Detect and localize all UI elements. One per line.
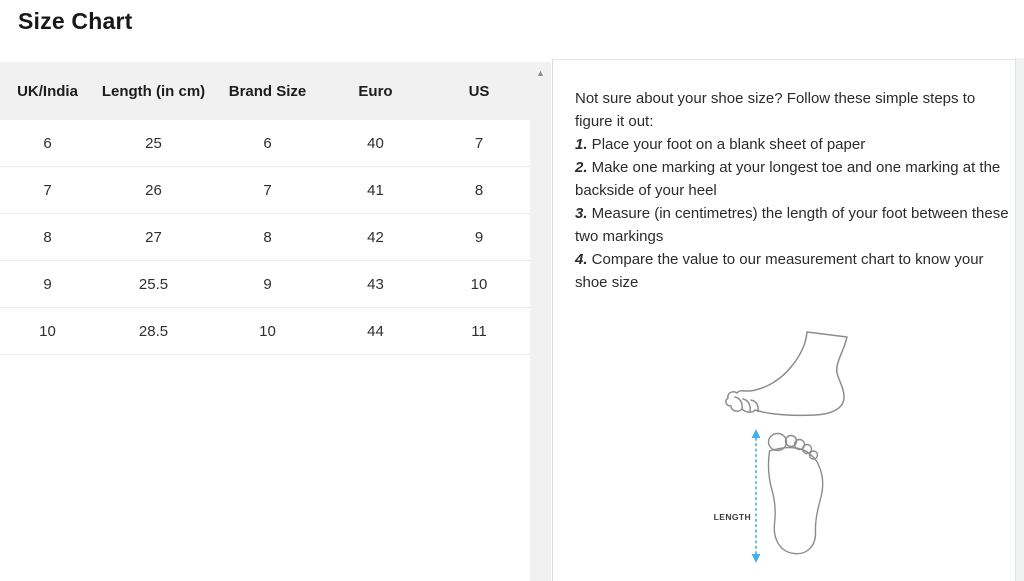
table-cell: 10 bbox=[259, 322, 276, 340]
step-number: 4. bbox=[575, 251, 588, 268]
table-row bbox=[0, 167, 530, 214]
table-cell: 10 bbox=[39, 322, 56, 340]
table-cell: 8 bbox=[263, 228, 272, 246]
table-cell: 25.5 bbox=[138, 275, 169, 293]
table-cell: 10 bbox=[470, 275, 488, 293]
table-scrollbar[interactable] bbox=[530, 62, 551, 581]
instruction-step: 3. Measure (in centimetres) the length of your foot between these two markings bbox=[575, 205, 1009, 245]
table-cell: 28.5 bbox=[138, 322, 169, 340]
table-cell: 43 bbox=[367, 275, 384, 293]
table-cell: 7 bbox=[474, 134, 484, 152]
table-cell: 7 bbox=[43, 181, 52, 199]
foot-side-outline bbox=[726, 332, 847, 415]
step-number: 2. bbox=[575, 159, 588, 176]
column-header: Brand Size bbox=[228, 82, 307, 100]
table-cell: 25 bbox=[145, 134, 162, 152]
table-cell: 6 bbox=[263, 134, 272, 152]
scroll-up-icon[interactable]: ▲ bbox=[536, 68, 545, 78]
page-scrollbar[interactable] bbox=[1015, 58, 1024, 581]
table-cell: 27 bbox=[145, 228, 162, 246]
table-cell: 26 bbox=[145, 181, 162, 199]
step-number: 1. bbox=[575, 136, 588, 153]
table-cell: 6 bbox=[43, 134, 52, 152]
table-cell: 9 bbox=[263, 275, 272, 293]
column-header: Length (in cm) bbox=[101, 82, 206, 100]
table-cell: 9 bbox=[43, 275, 52, 293]
length-label: LENGTH bbox=[713, 512, 751, 522]
howto-intro: Not sure about your shoe size? Follow these simple steps to figure it out: bbox=[575, 90, 976, 130]
table-cell: 7 bbox=[263, 181, 272, 199]
table-cell: 44 bbox=[367, 322, 384, 340]
column-header: US bbox=[468, 82, 490, 100]
instruction-step: 4. Compare the value to our measurement chart to know your shoe size bbox=[575, 251, 984, 291]
instruction-step: 2. Make one marking at your longest toe and one marking at the backside of your heel bbox=[575, 159, 1001, 199]
size-table bbox=[0, 62, 530, 581]
table-cell: 8 bbox=[43, 228, 52, 246]
table-cell: 42 bbox=[367, 228, 384, 246]
table-row bbox=[0, 120, 530, 167]
table-cell: 40 bbox=[367, 134, 384, 152]
table-cell: 8 bbox=[474, 181, 484, 199]
column-header: Euro bbox=[358, 82, 393, 100]
table-body bbox=[0, 120, 530, 355]
step-number: 3. bbox=[575, 205, 588, 222]
length-arrow-bottom-icon bbox=[752, 554, 761, 563]
table-header-row bbox=[0, 62, 530, 120]
table-cell: 9 bbox=[474, 228, 484, 246]
length-arrow-top-icon bbox=[752, 429, 761, 438]
instructions-panel bbox=[553, 59, 1015, 581]
table-row bbox=[0, 308, 530, 355]
footprint-outline bbox=[768, 434, 822, 554]
howto-text bbox=[575, 87, 1013, 294]
foot-length-diagram bbox=[705, 427, 840, 565]
foot-side-illustration bbox=[723, 327, 855, 421]
instruction-step: 1. Place your foot on a blank sheet of paper bbox=[575, 136, 866, 153]
table-row bbox=[0, 214, 530, 261]
column-header: UK/India bbox=[17, 82, 78, 100]
table-cell: 41 bbox=[367, 181, 384, 199]
page-title: Size Chart bbox=[18, 8, 133, 34]
table-row bbox=[0, 261, 530, 308]
howto-steps bbox=[575, 133, 1013, 294]
table-cell: 11 bbox=[471, 322, 487, 340]
